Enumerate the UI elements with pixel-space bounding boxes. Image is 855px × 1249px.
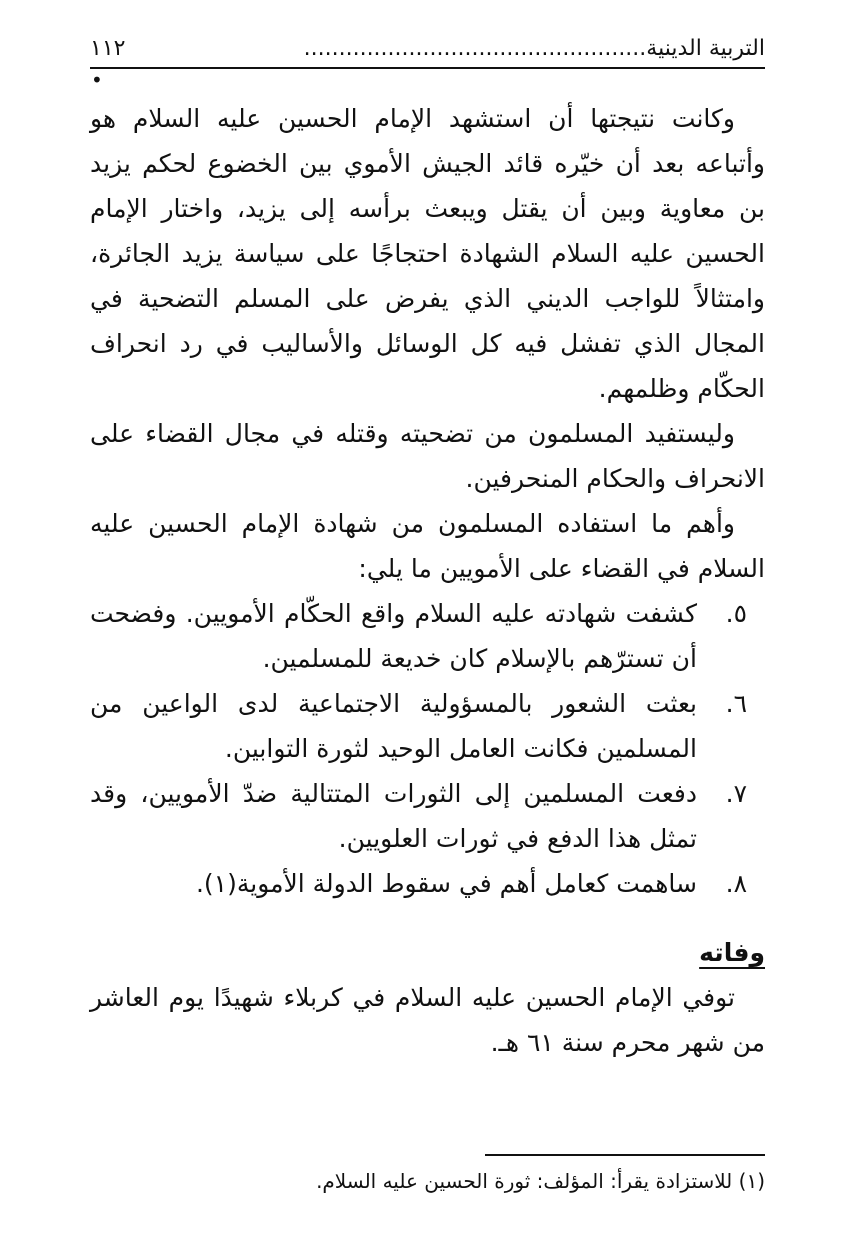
- list-item-text: بعثت الشعور بالمسؤولية الاجتماعية لدى الواعين من المسلمين فكانت العامل الوحيد لثورة التوابين.: [90, 689, 697, 763]
- list-item-text: دفعت المسلمين إلى الثورات المتتالية ضدّ الأمويين، وقد تمثل هذا الدفع في ثورات العلويين.: [90, 779, 697, 853]
- header-leader-dots: .................................................: [303, 36, 647, 61]
- list-item-number: ٦.: [725, 689, 747, 718]
- section-heading: وفاته: [699, 938, 765, 967]
- list-item: [90, 591, 765, 681]
- header-title: [304, 34, 765, 64]
- page-number: ١١٢: [90, 36, 126, 61]
- numbered-list: [90, 591, 765, 906]
- list-item-text: ساهمت كعامل أهم في سقوط الدولة الأموية(١).: [195, 869, 697, 898]
- list-item: [90, 861, 765, 906]
- list-item: [90, 771, 765, 861]
- paragraph-1: وكانت نتيجتها أن استشهد الإمام الحسين عليه السلام هو وأتباعه بعد أن خيّره قائد الجيش الأموي بين الخضوع لحكم يزيد بن معاوية وبين أن يقتل ويبعث برأسه إلى يزيد، واختار الإمام الحسين عليه السلام الشهادة احتجاجًا على سياسة يزيد الجائرة، وامتثالاً للواجب الديني الذي يفرض على المسلم التضحية في المجال الذي تفشل فيه كل الوسائل والأساليب في رد انحراف الحكّام وظلمهم.: [90, 104, 765, 403]
- running-header: [90, 30, 765, 64]
- footnote-rule: [485, 1154, 765, 1156]
- body-text: [90, 96, 765, 1065]
- header-rule: [90, 67, 765, 69]
- section-paragraph: توفي الإمام الحسين عليه السلام في كربلاء شهيدًا يوم العاشر من شهر محرم سنة ٦١ هـ.: [90, 983, 765, 1057]
- paragraph-3: وأهم ما استفاده المسلمون من شهادة الإمام الحسين عليه السلام في القضاء على الأمويين ما يلي:: [90, 509, 765, 583]
- header-dot: •: [91, 68, 103, 92]
- header-title-text: التربية الدينية: [646, 36, 765, 61]
- list-item: [90, 681, 765, 771]
- footnote: (١) للاستزادة يقرأ: المؤلف: ثورة الحسين عليه السلام.: [316, 1169, 765, 1193]
- list-item-number: ٨.: [725, 869, 747, 898]
- list-item-number: ٥.: [725, 599, 747, 628]
- list-item-number: ٧.: [725, 779, 747, 808]
- list-item-text: كشفت شهادته عليه السلام واقع الحكّام الأمويين. وفضحت أن تسترّهم بالإسلام كان خديعة للمسلمين.: [90, 599, 697, 673]
- paragraph-2: وليستفيد المسلمون من تضحيته وقتله في مجال القضاء على الانحراف والحكام المنحرفين.: [90, 419, 765, 493]
